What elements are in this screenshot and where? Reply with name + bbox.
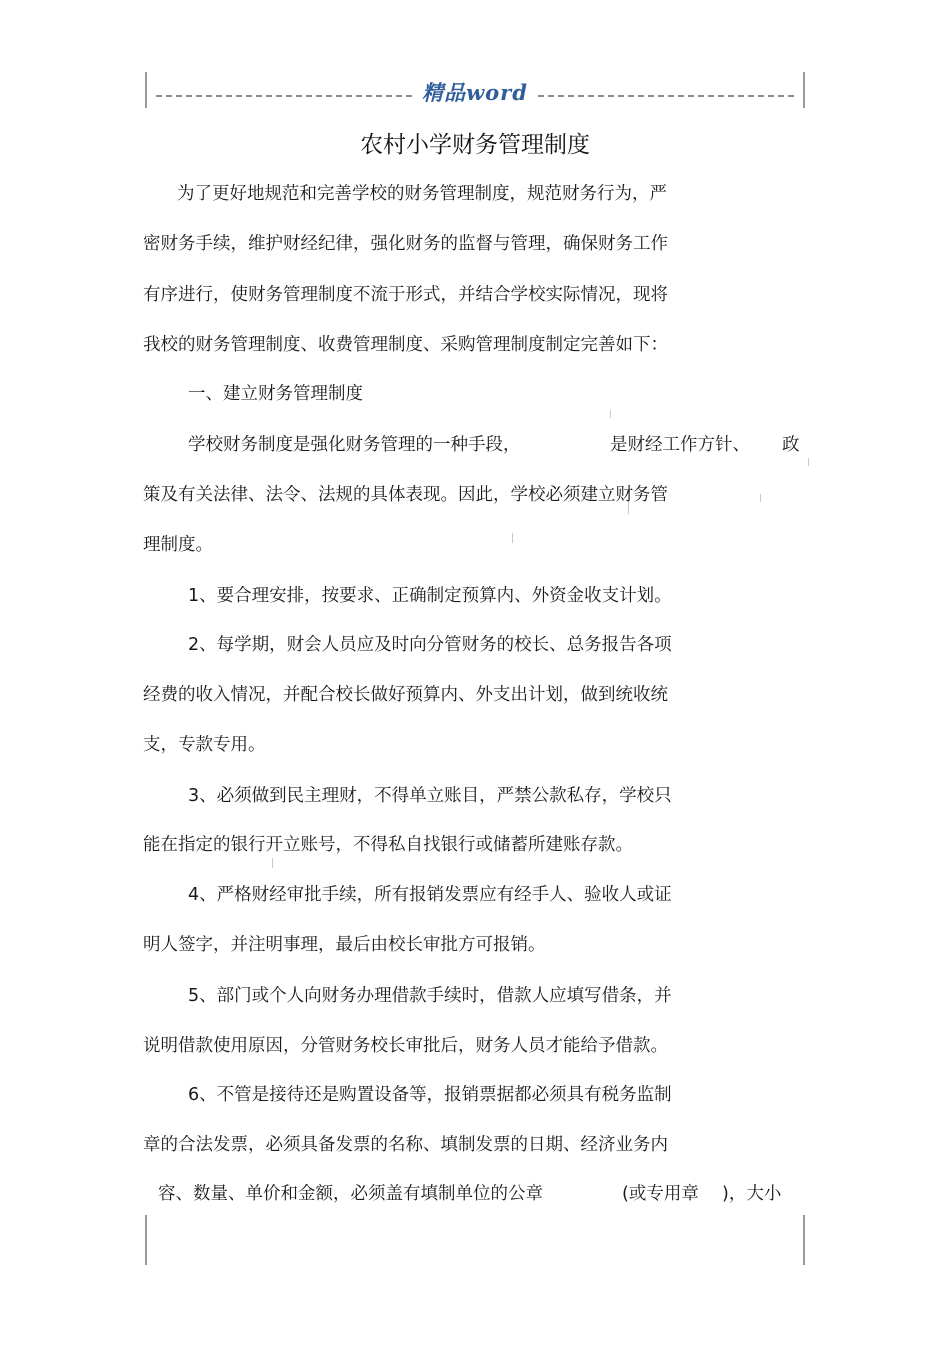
- line-segment: 容、数量、单价和金额，必须盖有填制单位的公章: [158, 1184, 543, 1204]
- paragraph-line: 章的合法发票，必须具备发票的名称、填制发票的日期、经济业务内: [143, 1135, 668, 1155]
- scan-speck: [272, 858, 273, 868]
- paragraph-line: 策及有关法律、法令、法规的具体表现。因此，学校必须建立财务管: [143, 485, 668, 505]
- list-item-line: 3、必须做到民主理财，不得单立账目，严禁公款私存，学校只: [188, 786, 672, 806]
- list-item-line: 2、每学期，财会人员应及时向分管财务的校长、总务报告各项: [188, 635, 672, 655]
- header-rule-right: [538, 95, 794, 97]
- scan-speck: [808, 458, 809, 466]
- document-title: 农村小学财务管理制度: [360, 132, 590, 158]
- line-segment: 政: [782, 435, 800, 455]
- frame-left-bottom-bar: [145, 1215, 147, 1265]
- paragraph-line: 为了更好地规范和完善学校的财务管理制度，规范财务行为，严: [177, 184, 667, 204]
- line-segment: 学校财务制度是强化财务管理的一种手段，: [188, 435, 521, 455]
- paragraph-line: 说明借款使用原因，分管财务校长审批后，财务人员才能给予借款。: [143, 1036, 668, 1056]
- paragraph-line: 密财务手续，维护财经纪律，强化财务的监督与管理，确保财务工作: [143, 234, 668, 254]
- frame-left-top-bar: [145, 72, 147, 108]
- paragraph-line: 支，专款专用。: [143, 735, 266, 755]
- list-item-line: 4、严格财经审批手续，所有报销发票应有经手人、验收人或证: [188, 885, 672, 905]
- line-segment: )，大小: [722, 1184, 782, 1204]
- scan-speck: [610, 410, 611, 418]
- line-segment: 是财经工作方针、: [610, 435, 750, 455]
- list-item-line: 6、不管是接待还是购置设备等，报销票据都必须具有税务监制: [188, 1085, 672, 1105]
- paragraph-line: 经费的收入情况，并配合校长做好预算内、外支出计划，做到统收统: [143, 685, 668, 705]
- list-item-line: 5、部门或个人向财务办理借款手续时，借款人应填写借条，并: [188, 986, 672, 1006]
- frame-right-bottom-bar: [803, 1215, 805, 1265]
- list-item-line: 1、要合理安排，按要求、正确制定预算内、外资金收支计划。: [188, 586, 672, 606]
- frame-right-top-bar: [803, 72, 805, 108]
- paragraph-line: 明人签字，并注明事理，最后由校长审批方可报销。: [143, 935, 546, 955]
- header-logo: 精品word: [422, 80, 528, 105]
- paragraph-line: 有序进行，使财务管理制度不流于形式，并结合学校实际情况，现将: [143, 285, 668, 305]
- line-segment: (或专用章: [622, 1184, 699, 1204]
- scan-speck: [512, 533, 513, 543]
- paragraph-line: 能在指定的银行开立账号，不得私自找银行或储蓄所建账存款。: [143, 835, 633, 855]
- scan-speck: [760, 494, 761, 502]
- paragraph-line: 我校的财务管理制度、收费管理制度、采购管理制度制定完善如下：: [143, 335, 668, 355]
- paragraph-line: 理制度。: [143, 535, 213, 555]
- header-rule-left: [156, 95, 412, 97]
- section-heading: 一、建立财务管理制度: [188, 384, 363, 404]
